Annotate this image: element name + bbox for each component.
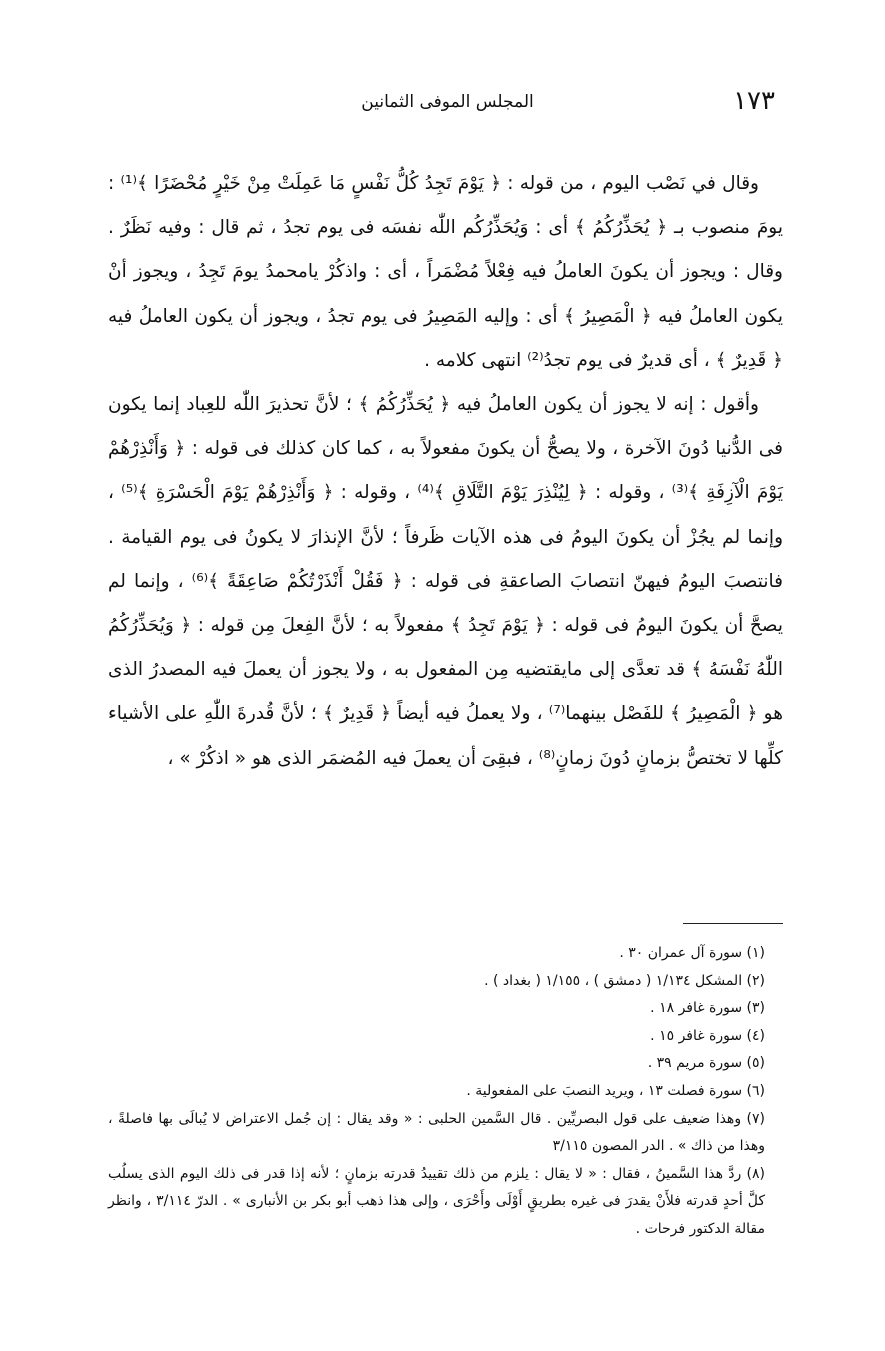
paragraph: وأقول : إنه لا يجوز أن يكون العاملُ فيه ﴿ يُحَذِّرُكُمُ ﴾ ؛ لأنَّ تحذيرَ اللّٰه للعِباد إنما يكون فى الدُّنيا دُونَ الآخرة ، ولا يصحُّ أن يكونَ مفعولاً به ، كما كان كذلك فى قوله : ﴿ وَأَنْذِرْهُمْ يَوْمَ الْآزِفَةِ ﴾⁽³⁾ ، وقوله : ﴿ لِيُنْذِرَ يَوْمَ التَّلَاقِ ﴾⁽⁴⁾ ، وقوله : ﴿ وَأَنْذِرْهُمْ يَوْمَ الْحَسْرَةِ ﴾⁽⁵⁾ ، وإنما لم يجُزْ أن يكونَ اليومُ فى هذه الآيات ظَرفاً ؛ لأنَّ الإنذارَ لا يكونُ فى يوم القيامة . فانتصبَ اليومُ فيهنّ انتصابَ الصاعقةِ فى قوله : ﴿ فَقُلْ أَنْذَرْتُكُمْ صَاعِقَةً ﴾⁽⁶⁾ ، وإنما لم يصحَّ أن يكونَ اليومُ فى قوله : ﴿ يَوْمَ تَجِدُ ﴾ مفعولاً به ؛ لأنَّ الفِعلَ مِن قوله : ﴿ وَيُحَذِّرُكُمُ اللّٰهُ نَفْسَهُ ﴾ قد تعدَّى إلى مايقتضيه مِن المفعول به ، ولا يجوز أن يعملَ فيه المصدرُ الذى هو ﴿ الْمَصِيرُ ﴾ للفَصْل بينهما⁽⁷⁾ ، ولا يعملُ فيه أيضاً ﴿ قَدِيرٌ ﴾ ؛ لأنَّ قُدرةَ اللّٰهِ على الأشياء كلِّها لا تختصُّ بزمانٍ دُونَ زمانٍ⁽⁸⁾ ، فبقِىَ أن يعملَ فيه المُضمَر الذى هو « اذكُرْ » ، [108, 394, 783, 769]
page-header [120, 86, 775, 126]
paragraph: وقال في نَصْب اليوم ، من قوله : ﴿ يَوْمَ تَجِدُ كُلُّ نَفْسٍ مَا عَمِلَتْ مِنْ خَيْرٍ مُحْضَرًا ﴾⁽¹⁾ : يومَ منصوب بـ ﴿ يُحَذِّرُكُمُ ﴾ أى : وَيُحَذِّرُكُم اللّٰه نفسَه فى يوم تجدُ ، ثم قال : وفيه نَظَرٌ . وقال : ويجوز أن يكونَ العاملُ فيه فِعْلاً مُضْمَراً ، أى : واذكُرْ يامحمدُ يومَ تَجِدُ ، ويجوز أنْ يكون العاملُ فيه ﴿ الْمَصِيرُ ﴾ أى : وإليه المَصِيرُ فى يوم تجدُ ، ويجوز أن يكون العاملُ فيه ﴿ قَدِيرٌ ﴾ ، أى قديرٌ فى يوم تجدُ⁽²⁾ انتهى كلامه . [108, 173, 783, 371]
footnote: (٧) وهذا ضعيف على قول البصريِّين . قال السَّمين الحلبى : « وقد يقال : إن جُمل الاعتراض لا يُبالَى بها فاصلةً ، وهذا من ذاك » . الدر المصون ٣/١١٥ [108, 1110, 765, 1155]
footnotes [108, 940, 783, 1244]
running-title: المجلس الموفى الثمانين [361, 92, 534, 112]
footnote: (٣) سورة غافر ١٨ . [650, 1000, 765, 1017]
footnote: (٦) سورة فصلت ١٣ ، ويريد النصبَ على المفعولية . [466, 1082, 765, 1099]
footnote: (٤) سورة غافر ١٥ . [650, 1027, 765, 1044]
main-text [108, 162, 783, 781]
footnote-separator [683, 923, 783, 924]
page-number: ١٧٣ [733, 86, 775, 116]
footnote: (٢) المشكل ١/١٣٤ ( دمشق ) ، ١/١٥٥ ( بغداد ) . [484, 972, 765, 989]
footnote: (١) سورة آل عمران ٣٠ . [619, 945, 765, 961]
footnote: (٨) ردَّ هذا السَّمينُ ، فقال : « لا يقال : يلزم من ذلك تقييدُ قدرته بزمانٍ ؛ لأنه إذا قدر فى ذلك اليوم الذى يسلُب كلَّ أحدٍ قدرته فلأَنْ يقدرَ فى غيره بطريقٍ أَوْلَى وأَحْرَى ، وإلى هذا ذهب أبو بكر بن الأنبارى » . الدرّ ٣/١١٤ ، وانظر مقالة الدكتور فرحات . [108, 1165, 765, 1237]
footnote: (٥) سورة مريم ٣٩ . [647, 1055, 765, 1072]
